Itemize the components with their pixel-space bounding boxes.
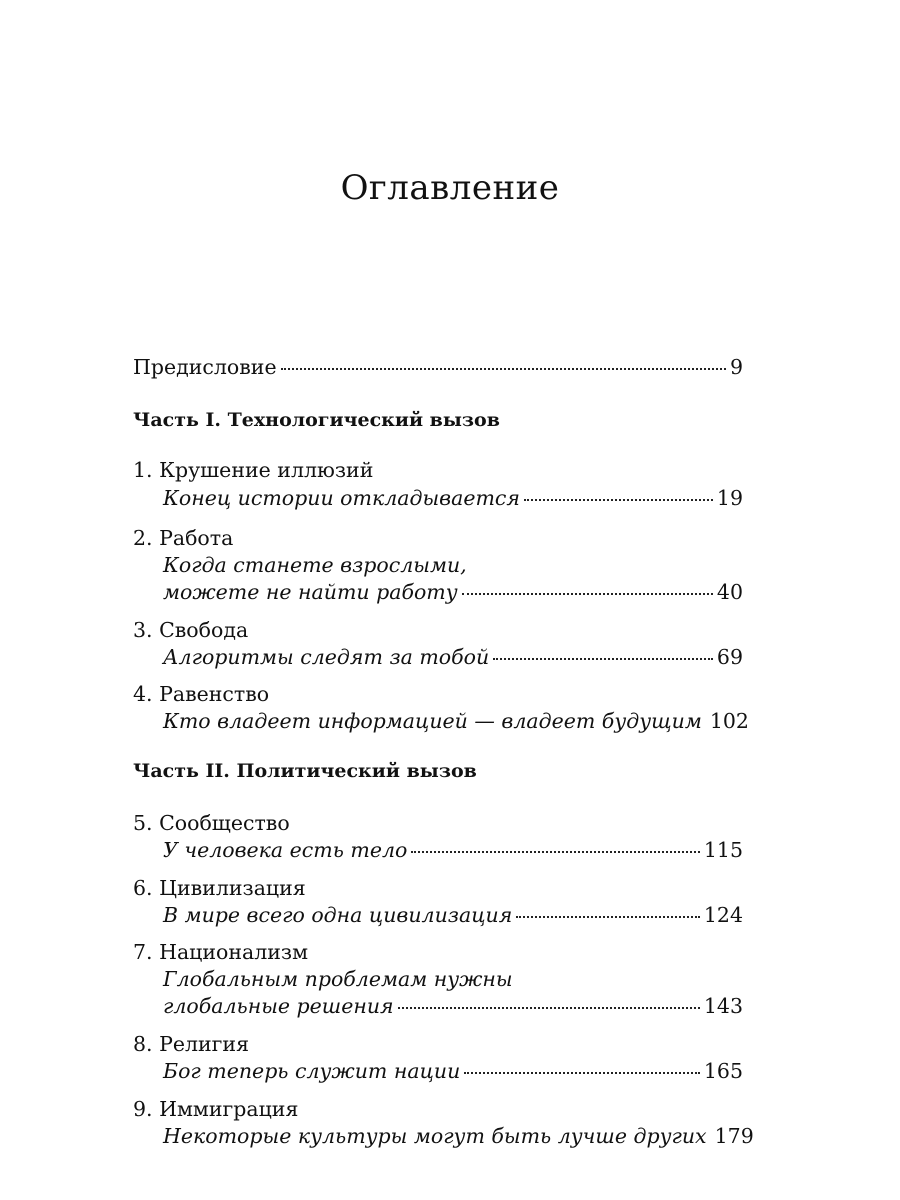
dot-leader: [493, 658, 713, 660]
chapter-subtitle: глобальные решения: [163, 994, 394, 1018]
page-number: 9: [729, 355, 743, 379]
dot-leader: [524, 499, 713, 501]
chapter-subtitle: Алгоритмы следят за тобой: [163, 645, 490, 669]
chapter-heading: 9. Иммиграция: [133, 1097, 299, 1121]
page-number: 19: [716, 486, 743, 510]
page-number: 69: [716, 645, 743, 669]
chapter-subtitle: У человека есть тело: [163, 838, 408, 862]
dot-leader: [411, 851, 700, 853]
chapter-subtitle-line: [163, 964, 743, 994]
toc-entry-chapter-5[interactable]: [163, 835, 743, 865]
page-title: Оглавление: [340, 168, 560, 208]
toc-entry-label: Предисловие: [133, 355, 277, 379]
toc-entry-chapter-6[interactable]: [163, 900, 743, 930]
chapter-heading: 2. Работа: [133, 526, 234, 550]
chapter-heading: 8. Религия: [133, 1032, 250, 1056]
chapter-subtitle: Конец истории откладывается: [163, 486, 520, 510]
chapter-subtitle: В мире всего одна цивилизация: [163, 903, 513, 927]
part-heading: Часть II. Политический вызов: [133, 760, 477, 782]
page-number: 179: [714, 1124, 754, 1148]
page-number: 124: [703, 903, 743, 927]
toc-entry-chapter-4[interactable]: [163, 706, 749, 736]
chapter-heading: 1. Крушение иллюзий: [133, 458, 374, 482]
chapter-subtitle: Кто владеет информацией — владеет будущим: [163, 709, 702, 733]
page-number: 115: [703, 838, 743, 862]
toc-entry-chapter-9[interactable]: [163, 1121, 754, 1151]
toc-entry-chapter-7[interactable]: [163, 991, 743, 1021]
chapter-subtitle: Бог теперь служит нации: [163, 1059, 461, 1083]
chapter-heading: 4. Равенство: [133, 682, 270, 706]
toc-entry-chapter-2[interactable]: [163, 577, 743, 607]
chapter-subtitle: Некоторые культуры могут быть лучше других: [163, 1124, 707, 1148]
toc-entry-chapter-8[interactable]: [163, 1056, 743, 1086]
chapter-heading: 7. Национализм: [133, 940, 309, 964]
page-number: 165: [703, 1059, 743, 1083]
chapter-subtitle-line: [163, 550, 743, 580]
chapter-subtitle: Когда станете взрослыми,: [163, 553, 467, 577]
page-number: 143: [703, 994, 743, 1018]
part-heading: Часть I. Технологический вызов: [133, 409, 500, 431]
page-number: 102: [709, 709, 749, 733]
page-number: 40: [716, 580, 743, 604]
dot-leader: [462, 593, 713, 595]
chapter-subtitle: Глобальным проблемам нужны: [163, 967, 513, 991]
toc-entry-chapter-3[interactable]: [163, 642, 743, 672]
dot-leader: [464, 1072, 700, 1074]
chapter-heading: 5. Сообщество: [133, 811, 290, 835]
dot-leader: [516, 916, 700, 918]
chapter-heading: 3. Свобода: [133, 618, 249, 642]
chapter-subtitle: можете не найти работу: [163, 580, 458, 604]
toc-entry-chapter-1[interactable]: [163, 483, 743, 513]
dot-leader: [398, 1007, 700, 1009]
toc-entry-preface[interactable]: [133, 352, 743, 382]
dot-leader: [281, 368, 726, 370]
chapter-heading: 6. Цивилизация: [133, 876, 306, 900]
